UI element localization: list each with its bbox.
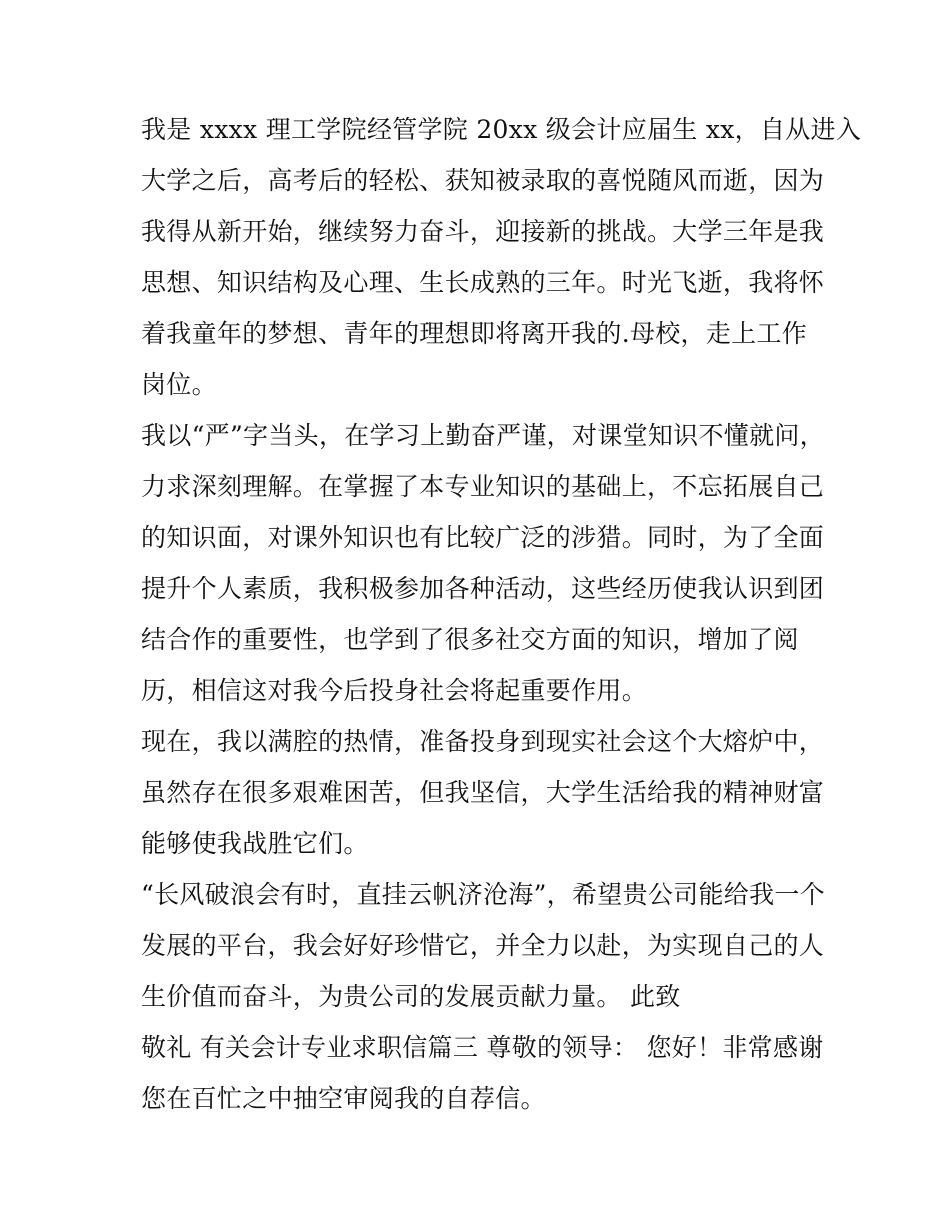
text-line: 现在，我以满腔的热情，准备投身到现实社会这个大熔炉中，: [141, 727, 825, 756]
paragraph-introduction: [141, 104, 862, 410]
text-line: “长风破浪会有时，直挂云帆济沧海”，希望贵公司能给我一个: [141, 880, 825, 909]
text-line: 我得从新开始，继续努力奋斗，迎接新的挑战。大学三年是我: [141, 217, 825, 246]
text-line: 历，相信这对我今后投身社会将起重要作用。: [141, 676, 648, 705]
text-line: 发展的平台，我会好好珍惜它，并全力以赴，为实现自己的人: [141, 931, 825, 960]
text-line: 虽然存在很多艰难困苦，但我坚信，大学生活给我的精神财富: [141, 778, 825, 807]
paragraph-salutation: [141, 1022, 824, 1124]
text-line: 思想、知识结构及心理、生长成熟的三年。时光飞逝，我将怀: [141, 268, 825, 297]
text-line: 力求深刻理解。在掌握了本专业知识的基础上，不忘拓展自己: [141, 472, 825, 501]
paragraph-aspiration: [141, 716, 825, 869]
text-line: 大学之后，高考后的轻松、获知被录取的喜悦随风而逝，因为: [141, 166, 825, 195]
text-line: 的知识面，对课外知识也有比较广泛的涉猎。同时，为了全面: [141, 523, 825, 552]
text-line: 我以“严”字当头，在学习上勤奋严谨，对课堂知识不懂就问，: [141, 421, 825, 450]
text-line: 生价值而奋斗，为贵公司的发展贡献力量。 此致: [141, 982, 681, 1011]
text-line: 着我童年的梦想、青年的理想即将离开我的.母校，走上工作: [141, 319, 808, 348]
text-line: 您在百忙之中抽空审阅我的自荐信。: [141, 1084, 546, 1113]
text-line: 岗位。: [141, 370, 217, 399]
text-line: 提升个人素质，我积极参加各种活动，这些经历使我认识到团: [141, 574, 825, 603]
paragraph-closing: [141, 869, 825, 1022]
text-line: 结合作的重要性，也学到了很多社交方面的知识，增加了阅: [141, 625, 799, 654]
letter-body: [141, 104, 862, 1124]
text-line: 敬礼 有关会计专业求职信篇三 尊敬的领导： 您好！非常感谢: [141, 1033, 824, 1062]
paragraph-study: [141, 410, 825, 716]
text-line: 我是 xxxx 理工学院经管学院 20xx 级会计应届生 xx，自从进入: [141, 115, 862, 144]
text-line: 能够使我战胜它们。: [141, 829, 369, 858]
